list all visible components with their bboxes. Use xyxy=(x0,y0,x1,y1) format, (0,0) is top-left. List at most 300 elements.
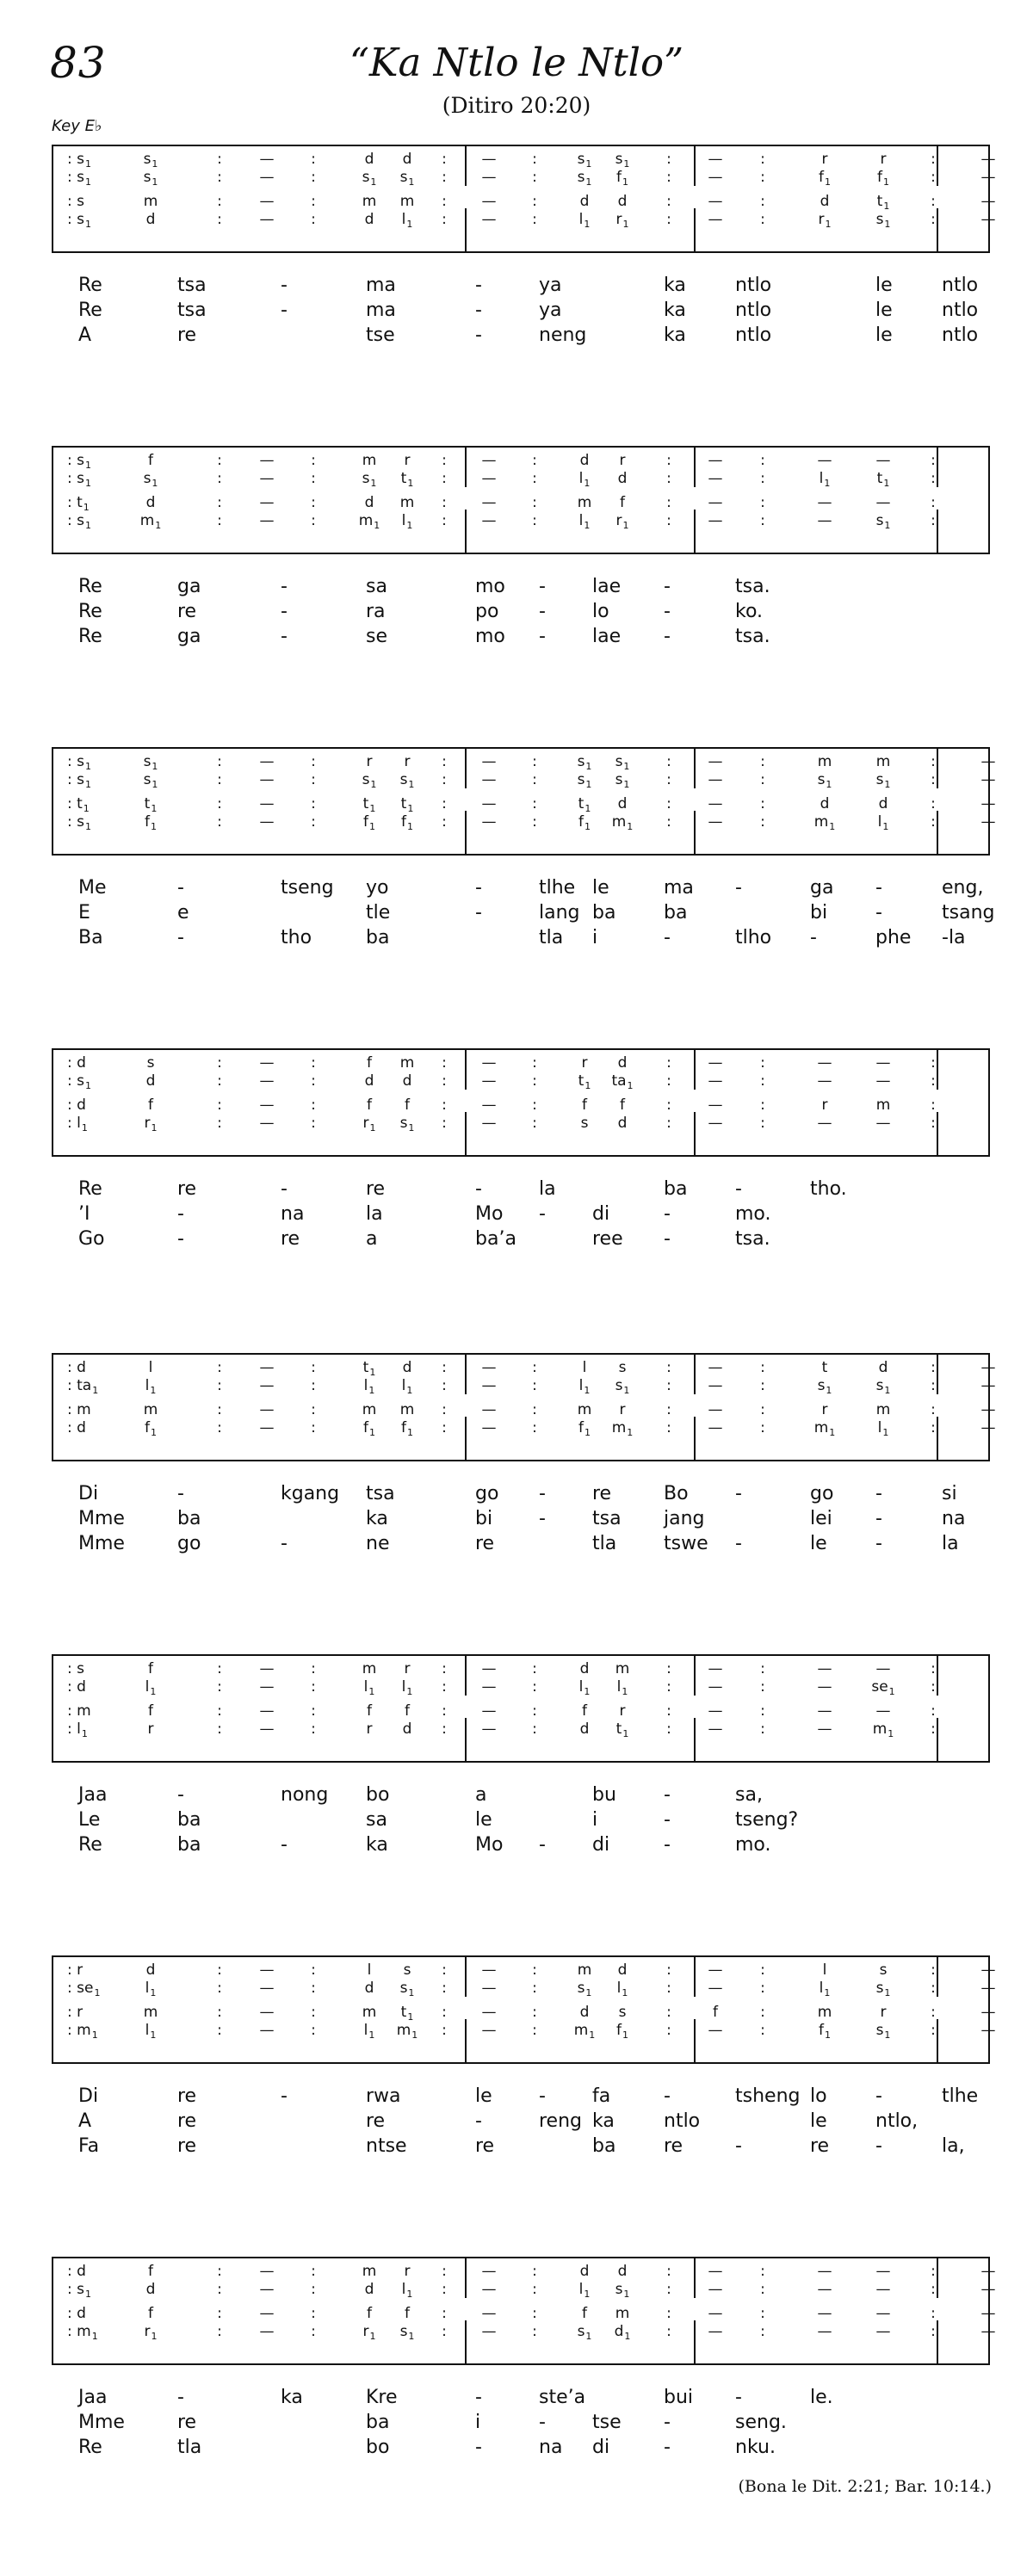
note-cell: — xyxy=(259,1678,275,1696)
note-cell: $s_1$ xyxy=(615,2281,630,2300)
note-cell: : xyxy=(442,1054,447,1072)
voice-row xyxy=(53,1978,996,1998)
note-cell: : xyxy=(931,2022,936,2039)
note-cell: t xyxy=(821,1359,828,1376)
note-cell: : xyxy=(931,452,936,469)
note-cell: : xyxy=(442,771,447,788)
note-cell: : xyxy=(217,169,222,186)
lyric-syllable: - xyxy=(735,2135,742,2157)
note-cell: f xyxy=(367,2305,372,2322)
note-cell: : xyxy=(760,1702,765,1720)
lyric-syllable: - xyxy=(177,927,184,948)
note-cell: d xyxy=(364,151,374,168)
note-cell: : xyxy=(532,813,537,831)
note-cell: : xyxy=(442,1660,447,1677)
note-cell: : xyxy=(311,753,316,770)
lyric-syllable: Re xyxy=(78,1178,102,1200)
lyric-syllable: - xyxy=(664,626,671,647)
note-cell: $s_1$ xyxy=(615,1377,630,1396)
note-cell: — xyxy=(980,753,996,770)
note-cell: $s_1$ xyxy=(875,2022,891,2041)
note-cell: $f_1$ xyxy=(616,169,628,188)
note-cell: s xyxy=(618,1359,627,1376)
note-cell: — xyxy=(708,1961,723,1979)
lyric-line xyxy=(52,1532,990,1556)
note-cell: : xyxy=(217,1115,222,1132)
note-cell: : xyxy=(666,2281,671,2298)
note-cell: — xyxy=(980,151,996,168)
lyric-syllable: lo xyxy=(810,2085,827,2107)
note-cell: d xyxy=(579,452,590,469)
note-cell: : xyxy=(442,2022,447,2039)
note-cell: — xyxy=(980,2305,996,2322)
lyric-syllable: ne xyxy=(366,1533,390,1554)
note-cell: m xyxy=(399,494,415,511)
note-cell: — xyxy=(708,1660,723,1677)
note-cell: : xyxy=(666,753,671,770)
note-cell: : xyxy=(666,151,671,168)
note-cell: : xyxy=(931,1678,936,1696)
lyric-syllable: - xyxy=(664,2437,671,2458)
note-cell: — xyxy=(708,1359,723,1376)
note-cell: — xyxy=(481,795,497,812)
note-cell: $m_1$ xyxy=(813,813,836,832)
lyric-syllable: - xyxy=(875,902,882,924)
note-cell: : m xyxy=(67,1401,91,1418)
note-cell: : xyxy=(311,193,316,210)
note-cell: d xyxy=(878,795,888,812)
note-cell: : xyxy=(931,193,936,210)
note-cell: $r_1$ xyxy=(615,211,629,230)
note-cell: : xyxy=(311,2004,316,2021)
lyric-syllable: ka xyxy=(366,1834,388,1856)
note-cell: $d_1$ xyxy=(614,2323,631,2342)
note-cell: : $t_1$ xyxy=(67,795,90,814)
lyric-syllable: - xyxy=(475,1178,482,1200)
lyric-syllable: tsa xyxy=(177,275,207,296)
note-cell: s xyxy=(580,1115,589,1132)
lyric-line xyxy=(52,2134,990,2159)
note-cell: : xyxy=(666,452,671,469)
note-cell: : xyxy=(311,151,316,168)
note-cell: : $s_1$ xyxy=(67,211,91,230)
lyric-syllable: ba xyxy=(366,2412,390,2433)
note-cell: : r xyxy=(67,2004,84,2021)
note-cell: — xyxy=(708,2305,723,2322)
note-cell: : $s_1$ xyxy=(67,169,91,188)
lyric-syllable: - xyxy=(475,902,482,924)
note-cell: : xyxy=(931,494,936,511)
note-cell: : d xyxy=(67,2305,86,2322)
note-cell: $s_1$ xyxy=(875,1377,891,1396)
note-cell: : xyxy=(760,2281,765,2298)
note-cell: — xyxy=(980,193,996,210)
note-cell: : $s_1$ xyxy=(67,151,91,170)
note-cell: s xyxy=(403,1961,411,1979)
note-cell: — xyxy=(481,1660,497,1677)
note-cell: $s_1$ xyxy=(362,771,377,790)
note-cell: : $s_1$ xyxy=(67,813,91,832)
lyric-syllable: la xyxy=(942,1533,959,1554)
note-cell: — xyxy=(481,2323,497,2340)
note-cell: : xyxy=(442,1702,447,1720)
lyric-syllable: ka xyxy=(664,275,686,296)
note-cell: $l_1$ xyxy=(363,1377,375,1396)
note-cell: : xyxy=(532,1720,537,1738)
note-cell: — xyxy=(980,2004,996,2021)
note-cell: — xyxy=(875,2263,891,2280)
note-cell: : xyxy=(760,151,765,168)
note-cell: $t_1$ xyxy=(362,795,376,814)
note-cell: $l_1$ xyxy=(145,1678,157,1697)
note-cell: $l_1$ xyxy=(363,1678,375,1697)
note-cell: f xyxy=(148,1096,153,1114)
note-cell: $l_1$ xyxy=(401,1377,413,1396)
note-cell: : d xyxy=(67,1054,86,1072)
note-cell: d xyxy=(402,1720,412,1738)
lyric-syllable: - xyxy=(177,877,184,899)
note-cell: $m_1$ xyxy=(139,512,162,531)
note-cell: : xyxy=(311,795,316,812)
note-cell: — xyxy=(875,2281,891,2298)
note-cell: — xyxy=(481,2281,497,2298)
lyric-syllable: tlho xyxy=(735,927,772,948)
lyric-syllable: le xyxy=(475,1809,492,1831)
note-cell: : xyxy=(760,1660,765,1677)
note-cell: f xyxy=(148,2305,153,2322)
lyric-syllable: lo xyxy=(592,601,609,622)
lyric-syllable: - xyxy=(177,2387,184,2408)
lyric-syllable: ntlo xyxy=(664,2110,701,2132)
lyric-syllable: - xyxy=(664,1834,671,1856)
lyric-syllable: - xyxy=(664,927,671,948)
note-cell: : xyxy=(311,2305,316,2322)
note-cell: $s_1$ xyxy=(577,753,592,772)
note-cell: $r_1$ xyxy=(362,1115,376,1134)
note-cell: : xyxy=(931,1115,936,1132)
note-cell: $m_1$ xyxy=(573,2022,596,2041)
note-cell: : xyxy=(217,2022,222,2039)
note-cell: m xyxy=(143,193,158,210)
lyric-line xyxy=(52,2386,990,2410)
note-cell: $s_1$ xyxy=(143,771,158,790)
note-cell: : xyxy=(666,1401,671,1418)
lyric-syllable: si xyxy=(942,1483,957,1504)
note-cell: — xyxy=(708,2263,723,2280)
note-cell: : xyxy=(760,753,765,770)
lyric-syllable: - xyxy=(281,1178,288,1200)
lyric-syllable: ga xyxy=(177,576,201,597)
note-cell: : xyxy=(311,1054,316,1072)
note-cell: — xyxy=(708,2281,723,2298)
lyric-syllable: ntlo xyxy=(735,275,772,296)
note-cell: — xyxy=(708,1054,723,1072)
note-cell: — xyxy=(980,795,996,812)
lyric-syllable: Re xyxy=(78,601,102,622)
note-cell: — xyxy=(259,151,275,168)
lyric-syllable: nong xyxy=(281,1784,329,1806)
note-cell: d xyxy=(579,2263,590,2280)
note-cell: $s_1$ xyxy=(143,753,158,772)
voice-row xyxy=(53,468,988,489)
lyric-syllable: ntlo xyxy=(942,300,979,321)
note-cell: — xyxy=(980,813,996,831)
note-cell: : xyxy=(217,1419,222,1436)
note-cell: : xyxy=(311,2323,316,2340)
note-cell: $f_1$ xyxy=(145,813,157,832)
lyric-syllable: - xyxy=(475,2387,482,2408)
lyric-syllable: le xyxy=(810,1533,827,1554)
note-cell: — xyxy=(259,1359,275,1376)
note-cell: : xyxy=(532,452,537,469)
note-cell: l xyxy=(822,1961,827,1979)
lyric-syllable: tle xyxy=(366,902,391,924)
note-cell: — xyxy=(980,1377,996,1394)
note-cell: — xyxy=(481,512,497,529)
note-cell: — xyxy=(481,753,497,770)
note-cell: : xyxy=(931,169,936,186)
note-cell: — xyxy=(817,2305,832,2322)
lyric-syllable: lang xyxy=(539,902,580,924)
note-cell: : xyxy=(532,1961,537,1979)
lyric-syllable: tsa. xyxy=(735,576,770,597)
note-cell: $m_1$ xyxy=(396,2022,418,2041)
note-cell: : xyxy=(442,2281,447,2298)
note-cell: : xyxy=(442,151,447,168)
note-cell: — xyxy=(708,169,723,186)
note-cell: r xyxy=(404,1660,411,1677)
note-cell: : xyxy=(217,1961,222,1979)
scripture-reference: (Bona le Dit. 2:21; Bar. 10:14.) xyxy=(738,2477,992,2496)
lyric-syllable: tse xyxy=(366,324,395,346)
note-cell: : xyxy=(760,813,765,831)
note-cell: : xyxy=(666,1359,671,1376)
note-cell: f xyxy=(367,1096,372,1114)
lyric-syllable: ka xyxy=(664,324,686,346)
lyric-syllable: - xyxy=(177,1203,184,1225)
lyric-syllable: - xyxy=(664,576,671,597)
lyric-syllable: Jaa xyxy=(78,1784,108,1806)
lyric-syllable: - xyxy=(875,1483,882,1504)
note-cell: $t_1$ xyxy=(578,795,591,814)
lyric-syllable: Re xyxy=(78,1834,102,1856)
note-cell: : xyxy=(760,2305,765,2322)
note-cell: — xyxy=(980,2281,996,2298)
note-cell: : xyxy=(217,193,222,210)
note-cell: : xyxy=(666,813,671,831)
voice-row xyxy=(53,1677,988,1697)
note-cell: m xyxy=(817,2004,832,2021)
note-cell: f xyxy=(582,1702,587,1720)
lyric-syllable: ntlo, xyxy=(875,2110,919,2132)
lyric-syllable: Re xyxy=(78,300,102,321)
note-cell: $t_1$ xyxy=(876,193,890,212)
lyric-syllable: - xyxy=(281,1533,288,1554)
note-cell: — xyxy=(980,771,996,788)
note-cell: $s_1$ xyxy=(875,211,891,230)
note-cell: — xyxy=(259,771,275,788)
lyric-syllable: lei xyxy=(810,1508,832,1529)
lyric-syllable: re xyxy=(177,2412,197,2433)
note-cell: s xyxy=(879,1961,888,1979)
lyric-syllable: ba xyxy=(664,902,688,924)
note-cell: : m xyxy=(67,1702,91,1720)
note-cell: r xyxy=(619,1401,626,1418)
lyric-syllable: bo xyxy=(366,2437,390,2458)
note-cell: — xyxy=(875,1660,891,1677)
note-cell: — xyxy=(481,1720,497,1738)
note-cell: : xyxy=(442,2263,447,2280)
note-cell: : xyxy=(931,753,936,770)
note-cell: r xyxy=(366,753,373,770)
lyric-syllable: Re xyxy=(78,275,102,296)
note-cell: : xyxy=(311,1359,316,1376)
note-cell: f xyxy=(582,2305,587,2322)
lyric-syllable: - xyxy=(539,626,546,647)
note-cell: $t_1$ xyxy=(400,470,414,489)
note-cell: $m_1$ xyxy=(611,1419,634,1438)
lyric-syllable: po xyxy=(475,601,499,622)
note-cell: : xyxy=(217,452,222,469)
note-cell: : xyxy=(760,1096,765,1114)
note-cell: $l_1$ xyxy=(401,2281,413,2300)
note-cell: : xyxy=(311,1961,316,1979)
lyric-syllable: re xyxy=(664,2135,684,2157)
lyric-syllable: tla xyxy=(539,927,564,948)
lyric-syllable: - xyxy=(177,1483,184,1504)
note-cell: — xyxy=(708,452,723,469)
note-cell: $l_1$ xyxy=(401,512,413,531)
lyric-syllable: Me xyxy=(78,877,107,899)
note-cell: m xyxy=(875,753,891,770)
note-cell: m xyxy=(399,193,415,210)
lyric-line xyxy=(52,324,990,348)
hymn-subtitle: (Ditiro 20:20) xyxy=(442,93,591,118)
lyric-syllable: ga xyxy=(177,626,201,647)
note-cell: : d xyxy=(67,1096,86,1114)
hymn-title: “Ka Ntlo le Ntlo” xyxy=(349,40,684,85)
note-cell: $m_1$ xyxy=(358,512,380,531)
note-cell: : xyxy=(442,1419,447,1436)
lyric-syllable: le xyxy=(810,2110,827,2132)
note-cell: $s_1$ xyxy=(143,151,158,170)
note-cell: $f_1$ xyxy=(145,1419,157,1438)
note-cell: — xyxy=(708,771,723,788)
lyric-line xyxy=(52,1482,990,1506)
lyric-syllable: - xyxy=(539,1508,546,1529)
note-cell: m xyxy=(577,494,592,511)
lyric-syllable: - xyxy=(875,2135,882,2157)
note-cell: : xyxy=(217,1096,222,1114)
note-cell: $l_1$ xyxy=(578,470,591,489)
note-cell: $s_1$ xyxy=(399,2323,415,2342)
note-cell: $l_1$ xyxy=(145,2022,157,2041)
lyric-syllable: - xyxy=(281,275,288,296)
note-cell: : xyxy=(532,512,537,529)
note-cell: d xyxy=(617,470,628,487)
note-cell: — xyxy=(817,2281,832,2298)
note-cell: — xyxy=(259,470,275,487)
note-cell: $s_1$ xyxy=(399,169,415,188)
note-cell: $t_1$ xyxy=(400,2004,414,2023)
note-cell: — xyxy=(259,1720,275,1738)
lyric-syllable: go xyxy=(177,1533,201,1554)
note-cell: $f_1$ xyxy=(877,169,889,188)
note-cell: — xyxy=(481,2305,497,2322)
note-cell: $s_1$ xyxy=(362,470,377,489)
note-cell: : xyxy=(217,1401,222,1418)
note-cell: — xyxy=(875,494,891,511)
note-cell: : xyxy=(311,1115,316,1132)
note-cell: : xyxy=(311,211,316,228)
lyric-syllable: - xyxy=(735,2387,742,2408)
lyric-line xyxy=(52,2436,990,2460)
notation-system xyxy=(52,446,990,554)
note-cell: $m_1$ xyxy=(611,813,634,832)
note-cell: : xyxy=(666,1678,671,1696)
note-cell: m xyxy=(362,2263,377,2280)
lyric-syllable: - xyxy=(475,2437,482,2458)
note-cell: : xyxy=(532,1054,537,1072)
note-cell: r xyxy=(404,2263,411,2280)
lyric-syllable: - xyxy=(664,601,671,622)
lyric-syllable: re xyxy=(475,1533,495,1554)
note-cell: — xyxy=(817,1072,832,1090)
note-cell: $l_1$ xyxy=(877,1419,889,1438)
lyric-syllable: e xyxy=(177,902,189,924)
lyric-syllable: bi xyxy=(475,1508,493,1529)
note-cell: : xyxy=(217,2004,222,2021)
voice-row xyxy=(53,1418,996,1438)
note-cell: — xyxy=(817,2263,832,2280)
lyric-syllable: - xyxy=(735,1483,742,1504)
note-cell: l xyxy=(148,1359,153,1376)
lyric-syllable: ntse xyxy=(366,2135,407,2157)
lyric-line xyxy=(52,600,990,624)
note-cell: l xyxy=(582,1359,587,1376)
note-cell: : $l_1$ xyxy=(67,1720,88,1739)
note-cell: $s_1$ xyxy=(143,470,158,489)
note-cell: d xyxy=(402,1359,412,1376)
lyric-syllable: - xyxy=(875,1508,882,1529)
lyric-syllable: i xyxy=(592,927,598,948)
note-cell: $s_1$ xyxy=(875,771,891,790)
lyric-syllable: eng, xyxy=(942,877,984,899)
note-cell: $l_1$ xyxy=(145,1980,157,1998)
note-cell: — xyxy=(259,2022,275,2039)
hymn-number: 83 xyxy=(50,38,107,88)
note-cell: : xyxy=(931,1377,936,1394)
note-cell: : $l_1$ xyxy=(67,1115,88,1134)
note-cell: r xyxy=(619,452,626,469)
note-cell: : xyxy=(931,1072,936,1090)
note-cell: — xyxy=(259,2004,275,2021)
lyric-syllable: ree xyxy=(592,1228,623,1250)
note-cell: — xyxy=(708,1419,723,1436)
lyric-syllable: ba xyxy=(664,1178,688,1200)
note-cell: : xyxy=(931,1054,936,1072)
note-cell: d xyxy=(145,1961,156,1979)
note-cell: — xyxy=(259,193,275,210)
note-cell: — xyxy=(259,169,275,186)
note-cell: — xyxy=(481,1054,497,1072)
note-cell: r xyxy=(147,1720,154,1738)
lyric-syllable: ba xyxy=(177,1508,201,1529)
note-cell: : xyxy=(442,494,447,511)
note-cell: : xyxy=(217,1678,222,1696)
note-cell: $t_1$ xyxy=(144,795,158,814)
note-cell: : xyxy=(760,1678,765,1696)
